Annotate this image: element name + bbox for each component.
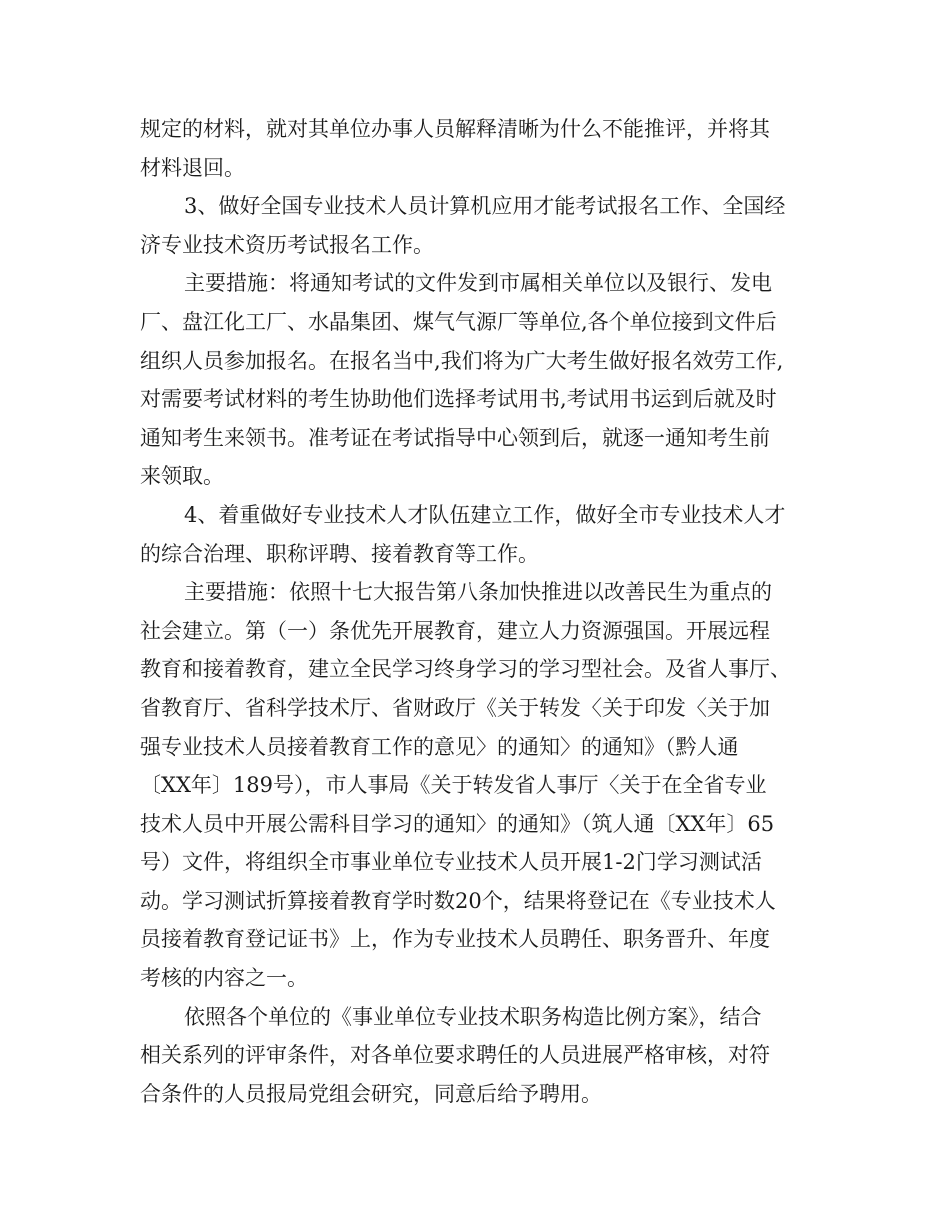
document-page <box>140 110 812 1113</box>
text-line: 材料退回。 <box>140 155 245 180</box>
text-line: 对需要考试材料的考生协助他们选择考试用书,考试用书运到后就及时 <box>140 387 777 412</box>
text-line: 厂、盘江化工厂、水晶集团、煤气气源厂等单位,各个单位接到文件后 <box>140 309 777 334</box>
text-line: 技术人员中开展公需科目学习的通知〉的通知》（筑人通〔XX年〕65 <box>140 811 775 836</box>
text-line: 主要措施：依照十七大报告第八条加快推进以改善民生为重点的 <box>184 580 772 605</box>
text-line: 考核的内容之一。 <box>140 966 308 991</box>
text-line: 规定的材料，就对其单位办事人员解释清晰为什么不能推评，并将其 <box>140 117 770 141</box>
text-line: 来领取。 <box>140 464 224 489</box>
text-line: 通知考生来领书。准考证在考试指导中心领到后，就逐一通知考生前 <box>140 425 770 450</box>
text-line: 合条件的人员报局党组会研究，同意后给予聘用。 <box>140 1081 602 1106</box>
text-line: 号）文件，将组织全市事业单位专业技术人员开展1-2门学习测试活 <box>140 850 762 875</box>
text-line: 省教育厅、省科学技术厅、省财政厅《关于转发〈关于印发〈关于加 <box>140 695 770 720</box>
text-line: 主要措施：将通知考试的文件发到市属相关单位以及银行、发电 <box>184 271 772 296</box>
text-line: 组织人员参加报名。在报名当中,我们将为广大考生做好报名效劳工作, <box>140 348 784 373</box>
text-line: 动。学习测试折算接着教育学时数20个，结果将登记在《专业技术人 <box>140 888 776 913</box>
text-line: 依照各个单位的《事业单位专业技术职务构造比例方案》，结合 <box>184 1004 762 1029</box>
text-line: 的综合治理、职称评聘、接着教育等工作。 <box>140 541 539 566</box>
text-line: 教育和接着教育，建立全民学习终身学习的学习型社会。及省人事厅、 <box>140 657 791 682</box>
text-line: 〔XX年〕189号），市人事局《关于转发省人事厅〈关于在全省专业 <box>140 773 767 798</box>
text-line: 济专业技术资历考试报名工作。 <box>140 232 434 257</box>
text-line: 4、着重做好专业技术人才队伍建立工作，做好全市专业技术人才 <box>184 502 786 527</box>
text-line: 强专业技术人员接着教育工作的意见〉的通知〉的通知》（黔人通 <box>140 734 739 759</box>
text-line: 员接着教育登记证书》上，作为专业技术人员聘任、职务晋升、年度 <box>140 927 770 952</box>
text-line: 社会建立。第（一）条优先开展教育，建立人力资源强国。开展远程 <box>140 618 770 643</box>
text-line: 3、做好全国专业技术人员计算机应用才能考试报名工作、全国经 <box>184 194 786 219</box>
text-line: 相关系列的评审条件，对各单位要求聘任的人员进展严格审核，对符 <box>140 1043 770 1068</box>
